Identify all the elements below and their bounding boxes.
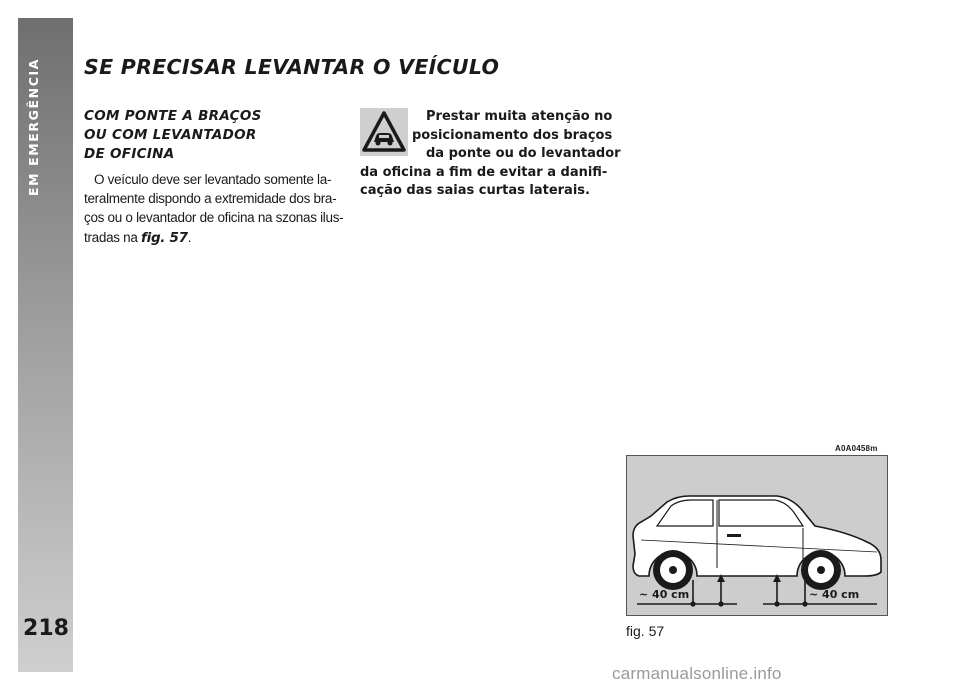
warning-line: da ponte ou do levantador xyxy=(426,146,621,162)
warning-line: Prestar muita atenção no xyxy=(426,109,613,124)
sidebar-section-title: EM EMERGÊNCIA xyxy=(26,58,41,197)
section-heading-line: COM PONTE A BRAÇOS xyxy=(84,108,262,124)
figure-reference-link[interactable]: fig. 57 xyxy=(141,229,188,246)
warning-text xyxy=(360,108,621,201)
body-line-last xyxy=(84,228,324,248)
warning-line: cação das saias curtas laterais. xyxy=(360,183,590,199)
figure-car-lift-points xyxy=(626,455,888,616)
page-title: SE PRECISAR LEVANTAR O VEÍCULO xyxy=(84,55,500,79)
warning-line: posicionamento dos braços xyxy=(412,127,613,143)
left-distance-label: ~ 40 cm xyxy=(639,588,690,601)
page-number: 218 xyxy=(23,616,69,641)
right-distance-label: ~ 40 cm xyxy=(809,588,860,601)
figure-caption: fig. 57 xyxy=(626,623,665,639)
figure-code: A0A0458m xyxy=(835,444,878,453)
body-line: O veículo deve ser levantado somente la- xyxy=(94,172,332,187)
section-heading-line: DE OFICINA xyxy=(84,146,175,162)
body-line: ços ou o levantador de oficina na szonas ilus- xyxy=(84,210,344,226)
section-heading xyxy=(84,107,262,164)
section-heading-line: OU COM LEVANTADOR xyxy=(84,127,257,143)
body-line-suffix: . xyxy=(187,229,192,245)
body-line-prefix: tradas na xyxy=(84,229,142,245)
body-line: teralmente dispondo a extremidade dos bra- xyxy=(84,191,337,207)
body-paragraph xyxy=(84,170,344,248)
watermark: carmanualsonline.info xyxy=(612,664,782,683)
warning-line: da oficina a fim de evitar a danifi- xyxy=(360,164,608,180)
